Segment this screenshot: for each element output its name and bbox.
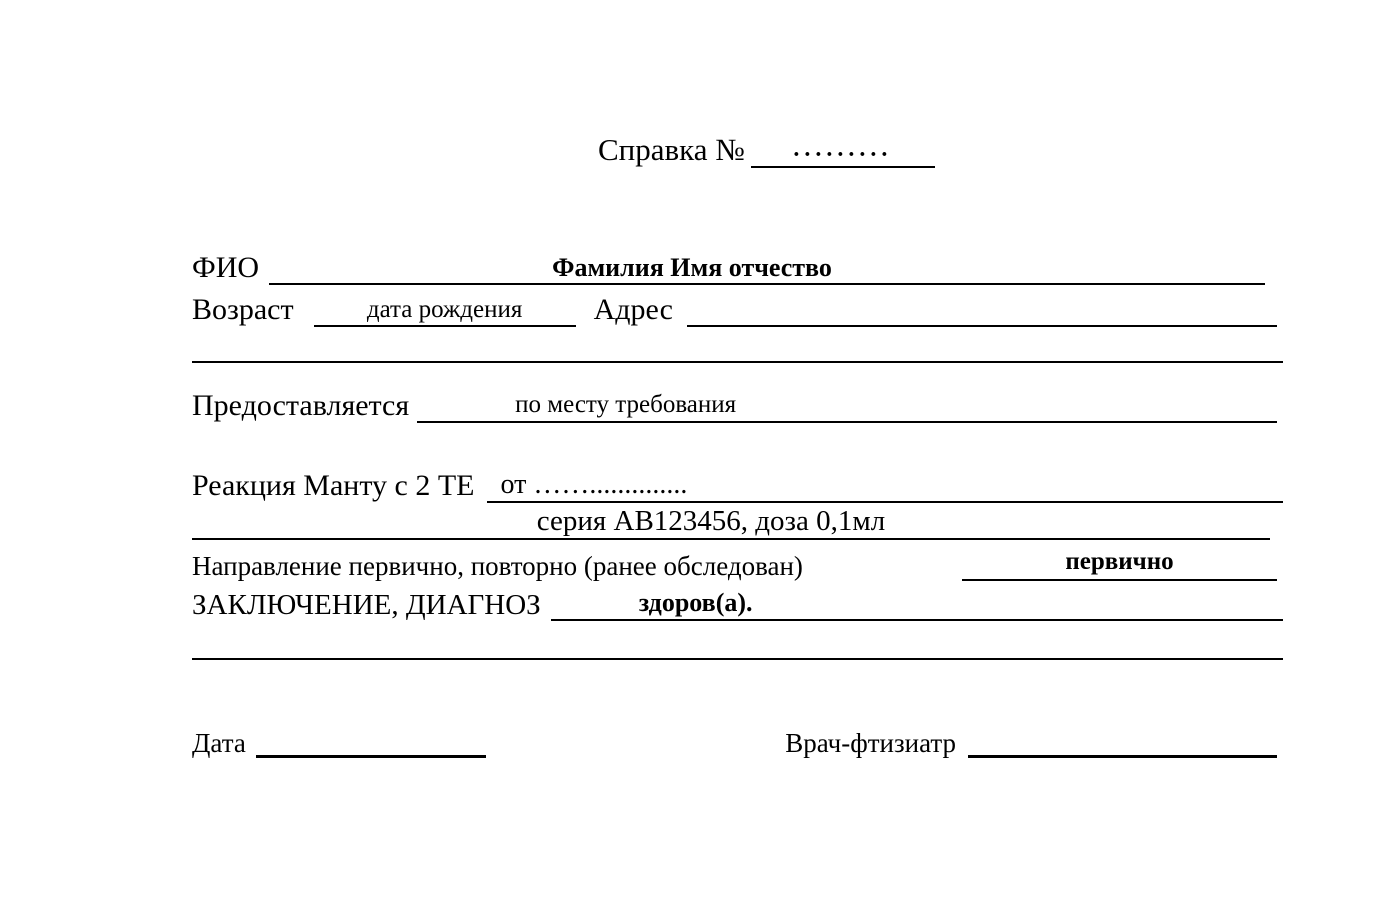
mantoux-label: Реакция Манту с 2 ТЕ (192, 469, 475, 503)
age-label: Возраст (192, 293, 294, 327)
certificate-number-field: ......... (751, 136, 935, 168)
provided-label: Предоставляется (192, 389, 410, 423)
series-row (192, 503, 1270, 540)
conclusion-row (192, 585, 1283, 621)
fio-value-field: Фамилия Имя отчество (269, 253, 1265, 285)
series-dose-field: серия АВ123456, доза 0,1мл (192, 505, 1270, 540)
certificate-title: Справка № (598, 132, 745, 168)
blank-underline (192, 627, 1283, 660)
fio-label: ФИО (192, 251, 260, 285)
blank-underline (192, 330, 1283, 363)
date-value-field (256, 755, 486, 758)
conclusion-label: ЗАКЛЮЧЕНИЕ, ДИАГНОЗ (192, 588, 541, 621)
certificate-title-row (598, 128, 935, 168)
doctor-signature-field (968, 755, 1277, 758)
age-address-row (192, 290, 1277, 327)
conclusion-continuation-row (192, 627, 1283, 660)
address-value-field (687, 325, 1277, 327)
direction-row (192, 547, 1277, 581)
doctor-label: Врач-фтизиатр (785, 727, 956, 758)
mantoux-row (192, 465, 1283, 503)
age-value-field: дата рождения (314, 296, 576, 327)
provided-value-field: по месту требования (417, 391, 1277, 423)
direction-value-field: первично (962, 548, 1277, 581)
address-label: Адрес (593, 293, 673, 327)
provided-row (192, 385, 1277, 423)
address-continuation-row (192, 330, 1283, 363)
date-doctor-row (192, 722, 1277, 758)
fio-row (192, 248, 1265, 285)
mantoux-date-field: от …….............. (487, 469, 1284, 503)
conclusion-value-field: здоров(а). (551, 588, 1283, 621)
date-label: Дата (192, 727, 246, 758)
direction-label: Направление первично, повторно (ранее обследован) (192, 550, 803, 581)
